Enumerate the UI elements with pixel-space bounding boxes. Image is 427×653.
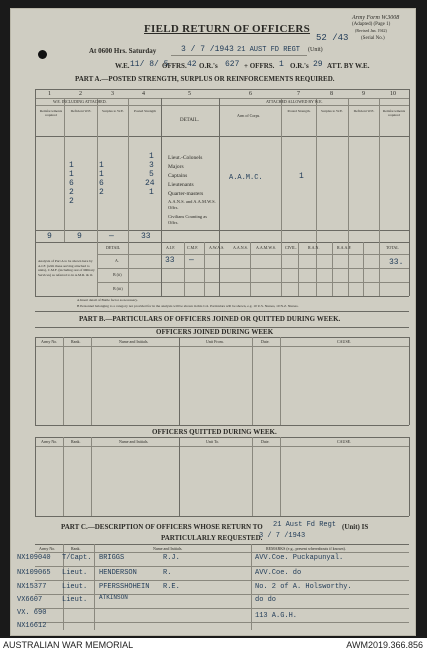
rank-label: Captains xyxy=(168,173,188,179)
col-header: Surplus to W.E. xyxy=(321,109,343,113)
officer-name: BRIGGS xyxy=(99,554,125,562)
remark: 113 A.G.H. xyxy=(255,612,298,620)
army-number: NX109065 xyxy=(17,569,51,577)
breakdown-header: R.A.N. xyxy=(308,245,320,250)
form-id-3: (Revised Jan. 1942) xyxy=(355,28,387,33)
col-num: 9 xyxy=(362,91,365,97)
col-header: Posted Strength. xyxy=(287,109,311,113)
officer-name: PFERSSHOHEIN xyxy=(99,583,150,591)
footnote-1: A Insert detail of Battle factor as necessary. xyxy=(77,298,138,302)
form-id-1: Army Form W.3008 xyxy=(352,15,400,21)
cell-value: 2 xyxy=(99,188,104,197)
rank-label: Quarter-masters xyxy=(168,191,204,197)
remark: AVV.Coe. Puckapunyal. xyxy=(255,554,344,562)
arm-value: A.A.M.C. xyxy=(229,174,263,182)
col-num: 5 xyxy=(188,91,191,97)
col-header: Army No. xyxy=(41,339,58,344)
cell-value: 1 xyxy=(99,161,104,170)
part-c-date: 3 / 7 /1943 xyxy=(259,532,306,540)
attached-group-label: ATTACHED ALLOWED BY W.E. xyxy=(266,99,323,104)
footer-accession: AWM2019.366.856 xyxy=(346,640,423,650)
quitted-title: OFFICERS QUITTED DURING WEEK. xyxy=(152,428,277,436)
col-header: Name and Initials. xyxy=(153,546,183,551)
rank: Lieut. xyxy=(62,569,88,577)
breakdown-header: CIVIL. xyxy=(285,245,297,250)
detail-header: DETAIL. xyxy=(180,118,199,123)
offrs-value: 42 xyxy=(187,60,197,69)
initials: R.J. xyxy=(163,554,180,562)
col-header: Reinforcements required xyxy=(39,109,63,117)
col-header: Posted Strength xyxy=(133,109,157,113)
col-header: Rank. xyxy=(71,546,81,551)
footer-institution: AUSTRALIAN WAR MEMORIAL xyxy=(3,640,134,650)
col-header: Unit To. xyxy=(206,439,220,444)
army-number: NX16612 xyxy=(17,622,47,630)
or-value: 627 xyxy=(225,60,240,69)
cmf-value: — xyxy=(189,256,194,265)
rank-label: Civilians Counting as Offrs. xyxy=(168,214,208,225)
col-header: Rank. xyxy=(71,339,81,344)
col-header: Date. xyxy=(261,439,270,444)
initials: R. xyxy=(163,569,172,577)
cell-value: 2 xyxy=(69,197,74,206)
unit-label: (Unit) xyxy=(308,47,323,53)
officer-name: ATKINSON xyxy=(99,594,128,601)
punch-hole xyxy=(38,50,47,59)
col-header: CAUSE. xyxy=(337,339,352,344)
col-header: Rank. xyxy=(71,439,81,444)
col-num: 4 xyxy=(142,91,145,97)
joined-title: OFFICERS JOINED DURING WEEK xyxy=(156,328,274,336)
col-num: 2 xyxy=(79,91,82,97)
part-c-title: PART C.—DESCRIPTION OF OFFICERS WHOSE RETURN TO xyxy=(61,523,263,531)
rank-label: Majors xyxy=(168,164,184,170)
total-value: 9 xyxy=(77,232,82,241)
rank: Lieut. xyxy=(62,583,88,591)
rank-label: A.A.N.S. and A.A.M.W.S. Offrs. xyxy=(168,199,216,210)
breakdown-row-label: A. xyxy=(115,258,119,263)
total-value: 33 xyxy=(141,232,151,241)
total-overall: 33. xyxy=(389,258,404,267)
archive-footer xyxy=(0,638,427,653)
cell-value: 5 xyxy=(149,170,154,179)
col-header: Name and Initials. xyxy=(119,339,149,344)
rank-label: Lieutenants xyxy=(168,182,194,188)
part-c-title-2: PARTICULARLY REQUESTED. xyxy=(161,534,263,542)
col-header: CAUSE. xyxy=(337,439,352,444)
col-header: Deficient W.E. xyxy=(353,109,375,113)
cell-value: 3 xyxy=(149,161,154,170)
col-num: 6 xyxy=(249,91,252,97)
cell-value: 1 xyxy=(149,152,154,161)
we-value: 11/ 8/ 5 xyxy=(130,60,169,69)
col-num: 7 xyxy=(297,91,300,97)
col-header: REMARKS (e.g., present whereabouts if known). xyxy=(266,546,346,551)
breakdown-header: A.W.A.S. xyxy=(209,245,225,250)
breakdown-row-label: B (ii) xyxy=(113,272,122,277)
breakdown-header: TOTAL xyxy=(386,245,399,250)
remark: AVV.Coe. do xyxy=(255,569,302,577)
analysis-note: Analysis of Part A to be shown here by A.I.F. (with these serving attached to units), C.M.F. (including rest of Military Services) as referred to in A.M.R. & O. xyxy=(38,259,95,277)
cell-value: 1 xyxy=(69,170,74,179)
army-number: VX. 690 xyxy=(17,609,47,617)
offrs2-value: 1 xyxy=(279,60,284,69)
cell-value: 6 xyxy=(69,179,74,188)
breakdown-header: DETAIL xyxy=(106,245,121,250)
col-header: Surplus to W.E. xyxy=(102,109,124,113)
total-value: 9 xyxy=(47,232,52,241)
serial-label: (Serial No.) xyxy=(361,36,385,41)
col-num: 1 xyxy=(48,91,51,97)
posted-attached: 1 xyxy=(299,172,304,181)
cell-value: 1 xyxy=(149,188,154,197)
breakdown-header: A.A.M.W.S. xyxy=(256,245,276,250)
return-date: 3 / 7 /1943 xyxy=(181,45,234,54)
offrs-label: OFFRS. xyxy=(162,62,187,70)
remark: do do xyxy=(255,596,277,604)
att-label: ATT. BY W.E. xyxy=(327,62,370,70)
breakdown-row-label: B (iii) xyxy=(113,286,123,291)
we-label: W.E. xyxy=(115,62,130,70)
col-num: 10 xyxy=(390,91,396,97)
col-header: Arm of Corps. xyxy=(237,113,261,118)
cell-value: 24 xyxy=(145,179,155,188)
col-header: Date. xyxy=(261,339,270,344)
cell-value: 1 xyxy=(99,170,104,179)
rank: T/Capt. xyxy=(62,554,92,562)
at-hours-label: At 0600 Hrs. Saturday xyxy=(89,47,157,55)
we-group-label: W.E. INCLUDING ATTACHED. xyxy=(53,99,107,104)
part-a-title: PART A.—POSTED STRENGTH, SURPLUS OR REINFORCEMENTS REQUIRED. xyxy=(75,75,335,83)
or2-value: 29 xyxy=(313,60,323,69)
part-c-unit-label: (Unit) IS xyxy=(342,523,369,531)
col-header: Army No. xyxy=(41,439,58,444)
form-page: FIELD RETURN OF OFFICERS Army Form W.3008 (Adapted) (Page 1) (Revised Jan. 1942) 52 /43 (Serial No.) At 0600 Hrs. Saturday 3 / 7 /1943 21 AUST FD REGT (Unit) W.E. 11/ 8/ 5 OFFRS. 42 O.R.'s 627 + OFFRS. 1 O.R.'s 29 ATT. BY W.E. PART A.—POSTED STRENGTH, SURPLUS OR REINFORCEMENTS REQUIRED. 1 2 3 4 5 6 7 8 9 10 W.E. INCLUDING ATTACHED. ATTACHED ALLOWED BY W.E. Reinforcements required Deficient W.E. Surplus to W.E. Posted Strength DETAIL. Arm of Corps. Posted Strength. Surplus to W.E. Deficient W.E. Reinforcements required Lieut.-Colonels Majors Captains Lieutenants Quarter-masters A.A.N.S. and A.A.M.W.S. Offrs. Civilians Counting as Offrs. 1 1 6 2 2 1 1 6 2 1 3 5 24 1 A.A.M.C. 1 9 9 — 33 Analysis of Part A to be shown here by A.I.F. (with these serving attached to units), C.M.F. (including rest of Military Services) as referred to in A.M.R. & O. DETAIL A.I.F. C.M.F. A.W.A.S. A.A.N.S. A.A.M.W.S. CIVIL. R.A.N. R.A.A.F. TOTAL A. B (ii) B (iii) 33 — 33. A Insert detail of Battle factor as necessary. B Personnel belonging to a category not provided for in the analysis will be shown in this Col. Particulars will be shown, e.g. 10 U.S. Nurses, 10 N.Z. Nurses. PART B.—PARTICULARS OF OFFICERS JOINED OR QUITTED DURING WEEK. OFFICERS JOINED DURING WEEK Army No. Rank. Name and Initials. Unit From. Date. CAUSE. OFFICERS QUITTED DURING WEEK. Army No. Rank. Name and Initials. Unit To. Date. CAUSE. PART C.—DESCRIPTION OF OFFICERS WHOSE RETURN TO 21 Aust Fd Regt (Unit) IS PARTICULARLY REQUESTED. 3 / 7 /1943 Army No. Rank. Name and Initials. REMARKS (e.g., present whereabouts if known). NX109040 T/Capt. BRIGGS R.J. AVV.Coe. Puckapunyal. NX109065 Lieut. HENDERSON R. AVV.Coe. do NX15377 Lieut. PFERSSHOHEIN R.E. No. 2 of A. Holsworthy. VX6607 Lieut. ATKINSON do do VX. 690 113 A.G.H. NX16612 xyxy=(10,8,416,636)
col-header: Army No. xyxy=(39,546,56,551)
col-num: 8 xyxy=(330,91,333,97)
breakdown-header: A.I.F. xyxy=(166,245,176,250)
breakdown-header: R.A.A.F. xyxy=(337,245,352,250)
rank: Lieut. xyxy=(62,596,88,604)
col-num: 3 xyxy=(111,91,114,97)
army-number: VX6607 xyxy=(17,596,43,604)
army-number: NX109040 xyxy=(17,554,51,562)
form-id-2: (Adapted) (Page 1) xyxy=(352,22,391,27)
col-header: Reinforcements required xyxy=(382,109,406,117)
cell-value: 1 xyxy=(69,161,74,170)
aif-value: 33 xyxy=(165,256,175,265)
unit-name: 21 AUST FD REGT xyxy=(237,46,301,54)
breakdown-header: C.M.F. xyxy=(187,245,199,250)
remark: No. 2 of A. Holsworthy. xyxy=(255,583,352,591)
serial-number: 52 /43 xyxy=(316,33,349,43)
breakdown-header: A.A.N.S. xyxy=(233,245,248,250)
cell-value: 6 xyxy=(99,179,104,188)
initials: R.E. xyxy=(163,583,180,591)
form-title: FIELD RETURN OF OFFICERS xyxy=(144,23,311,35)
cell-value: 2 xyxy=(69,188,74,197)
rank-label: Lieut.-Colonels xyxy=(168,155,203,161)
part-b-title: PART B.—PARTICULARS OF OFFICERS JOINED OR QUITTED DURING WEEK. xyxy=(79,315,341,323)
col-header: Name and Initials. xyxy=(119,439,149,444)
army-number: NX15377 xyxy=(17,583,47,591)
col-header: Deficient W.E. xyxy=(70,109,92,113)
officer-name: HENDERSON xyxy=(99,569,137,577)
part-c-unit: 21 Aust Fd Regt xyxy=(273,521,337,529)
footnote-2: B Personnel belonging to a category not provided for in the analysis will be shown in this Col. Particulars will be shown, e.g. 10 U.S. Nurses, 10 N.Z. Nurses. xyxy=(77,304,299,308)
col-header: Unit From. xyxy=(206,339,224,344)
